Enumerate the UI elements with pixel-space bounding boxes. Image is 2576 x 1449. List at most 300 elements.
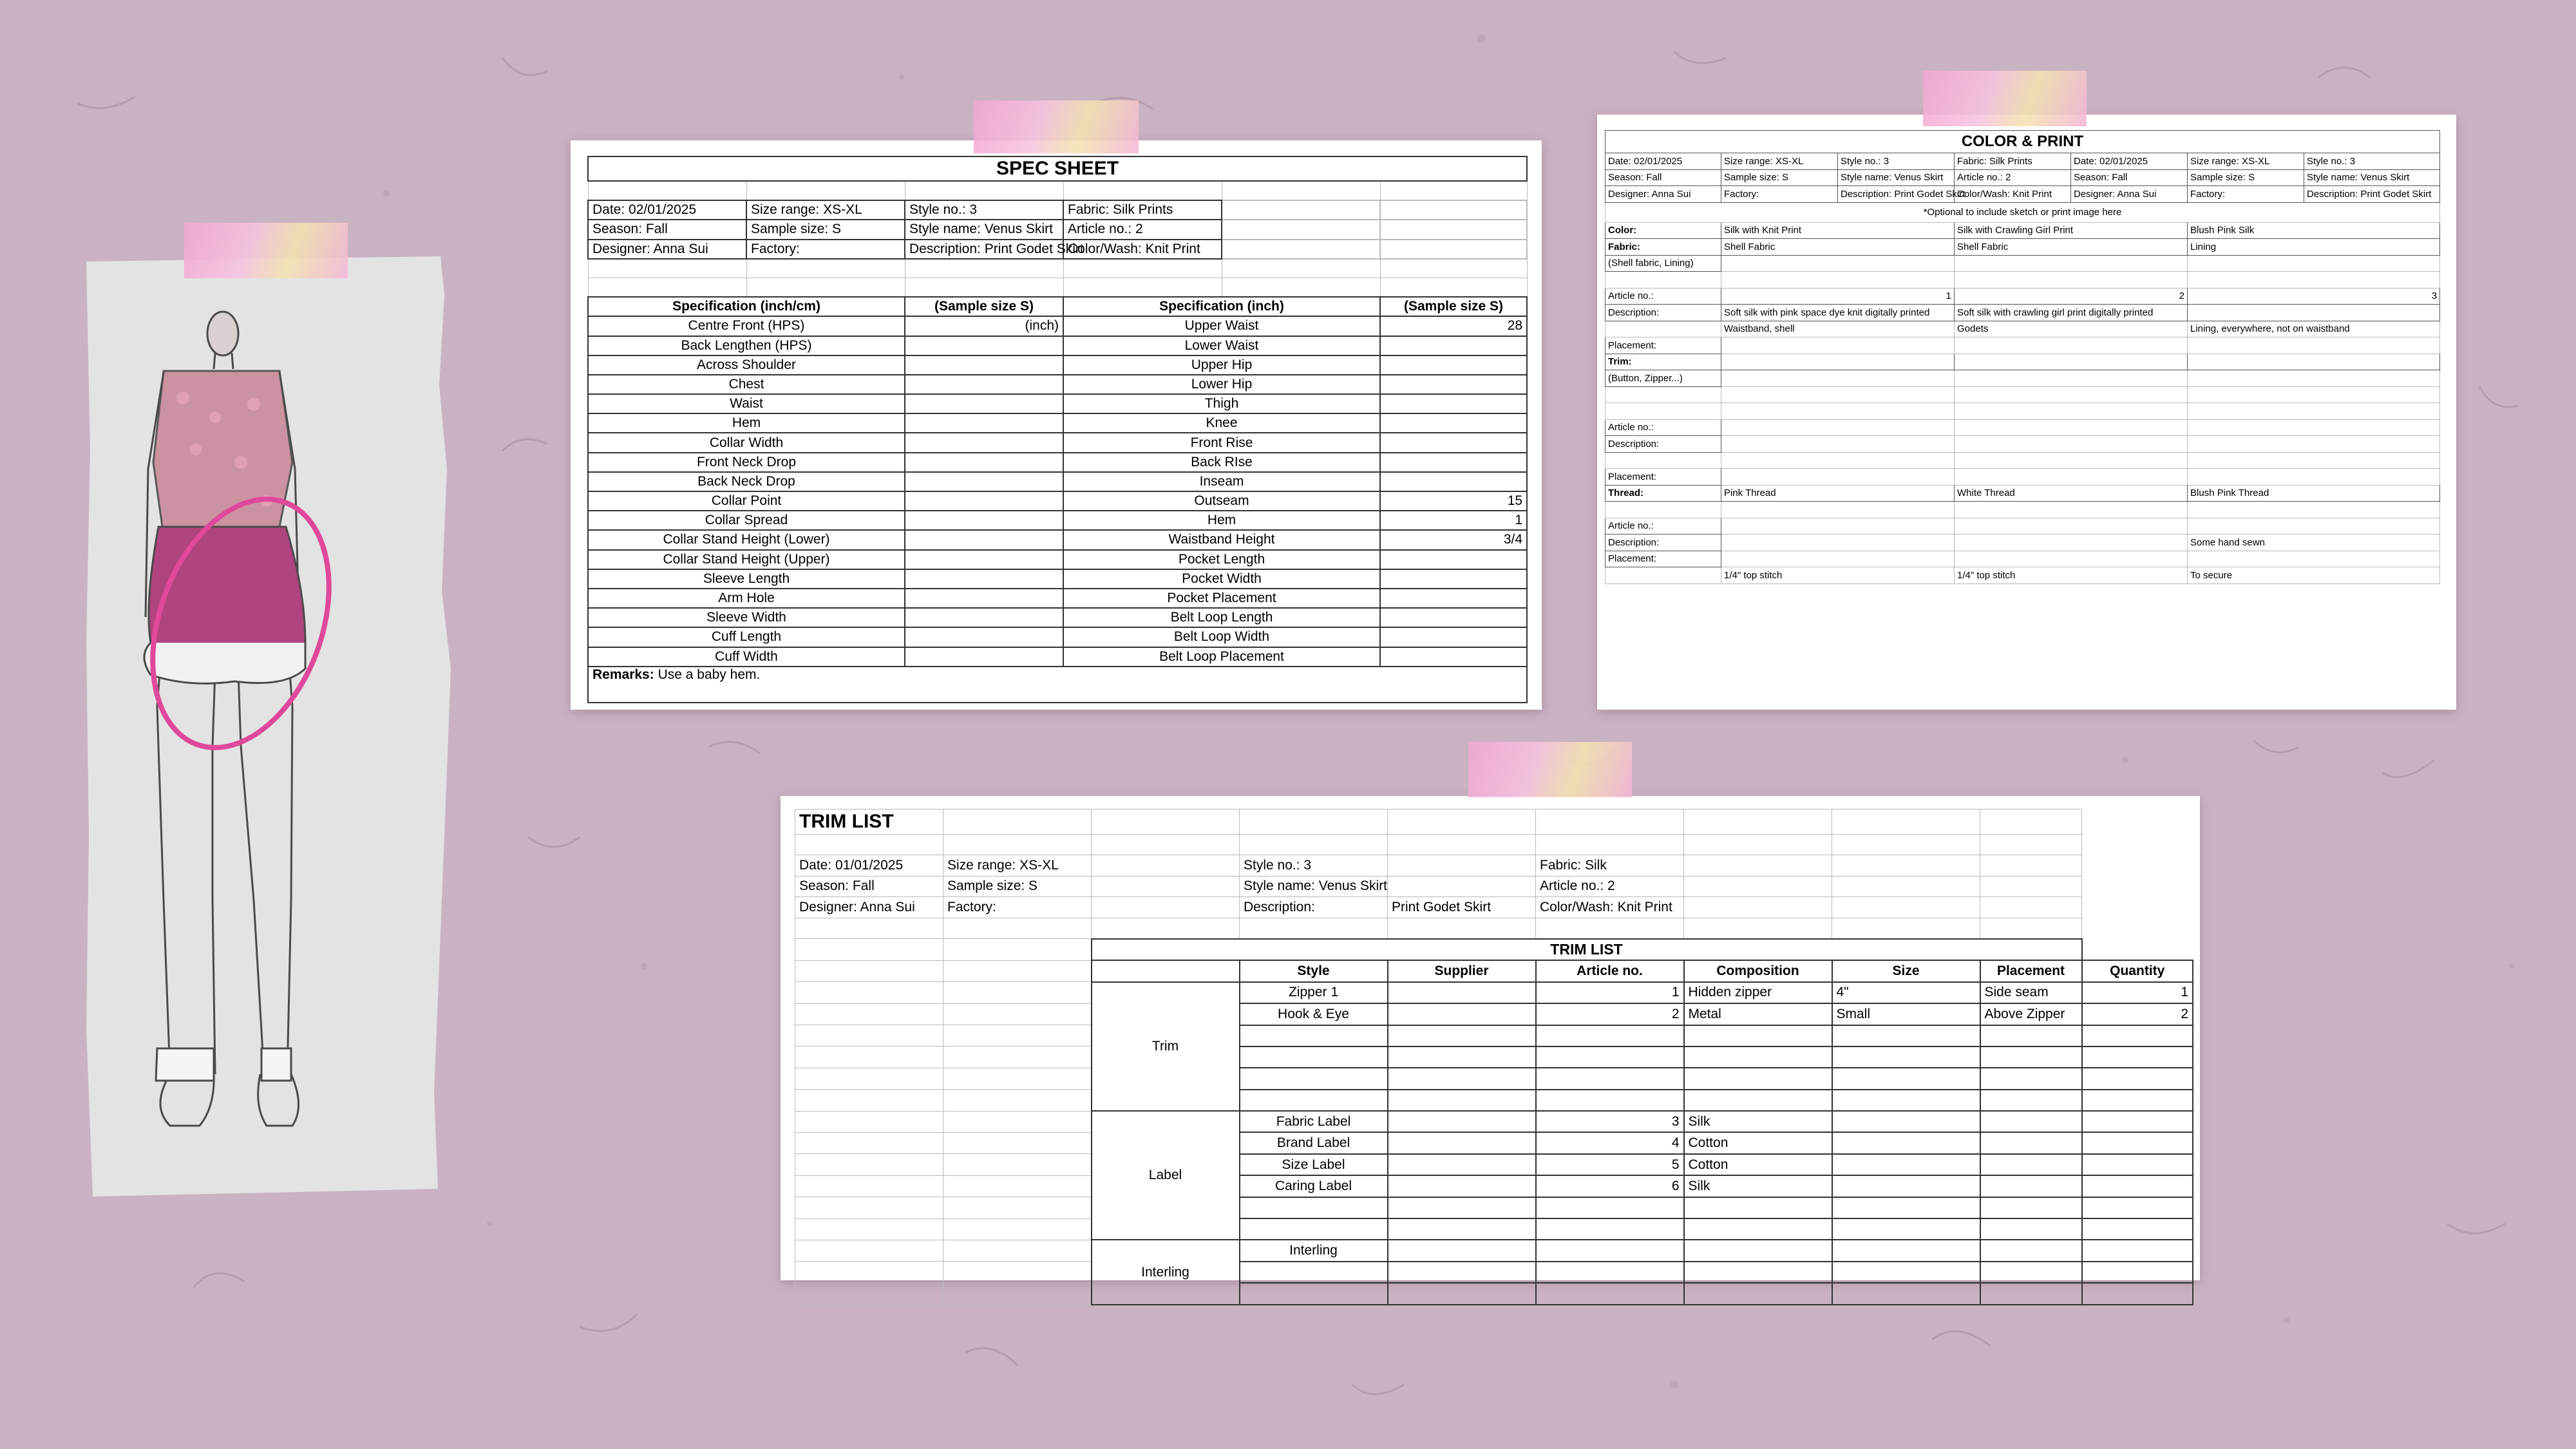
spec-cell-name[interactable]: Collar Width bbox=[588, 433, 905, 452]
color-cell[interactable]: 1/4" top stitch bbox=[1955, 567, 2188, 584]
trim-margin-cell bbox=[943, 1283, 1092, 1304]
color-cell[interactable] bbox=[2188, 469, 2440, 486]
trim-cell[interactable] bbox=[1980, 1046, 2082, 1068]
trim-cell[interactable] bbox=[1684, 1068, 1832, 1089]
trim-group-label: Interling bbox=[1092, 1240, 1240, 1304]
spec-cell-name[interactable]: Inseam bbox=[1063, 472, 1380, 491]
spec-cell-name[interactable]: Collar Point bbox=[588, 491, 905, 511]
trim-cell[interactable]: Above Zipper bbox=[1980, 1003, 2082, 1025]
spec-cell-value[interactable] bbox=[905, 433, 1063, 452]
trim-cell[interactable] bbox=[1388, 1111, 1536, 1132]
color-cell[interactable] bbox=[1721, 419, 1955, 436]
spec-cell-name[interactable]: Belt Loop Placement bbox=[1063, 647, 1380, 667]
color-cell[interactable] bbox=[1955, 551, 2188, 567]
trim-cell[interactable]: Side seam bbox=[1980, 982, 2082, 1003]
trim-cell[interactable] bbox=[1388, 1046, 1536, 1068]
trim-cell[interactable] bbox=[1536, 1068, 1684, 1089]
trim-list-sheet bbox=[781, 796, 2200, 1280]
color-cell[interactable] bbox=[1955, 452, 2188, 469]
trim-cell[interactable] bbox=[2082, 1068, 2193, 1089]
trim-cell[interactable]: Cotton bbox=[1684, 1132, 1832, 1153]
trim-cell[interactable]: Fabric Label bbox=[1240, 1111, 1388, 1132]
trim-cell[interactable] bbox=[2082, 1111, 2193, 1132]
color-cell[interactable] bbox=[1721, 386, 1955, 403]
trim-margin-cell bbox=[943, 1025, 1092, 1046]
trim-margin-cell bbox=[943, 1046, 1092, 1068]
trim-cell[interactable] bbox=[1388, 1283, 1536, 1304]
color-cell[interactable]: Lining, everywhere, not on waistband bbox=[2188, 321, 2440, 337]
trim-cell[interactable] bbox=[1832, 1025, 1980, 1046]
spec-cell-value[interactable]: 15 bbox=[1380, 491, 1527, 511]
spec-cell-value[interactable] bbox=[1380, 433, 1527, 452]
trim-cell[interactable] bbox=[1684, 1025, 1832, 1046]
color-row bbox=[1605, 551, 2440, 567]
spec-cell-value[interactable] bbox=[1380, 472, 1527, 491]
spec-cell-value[interactable] bbox=[1380, 336, 1527, 355]
color-cell[interactable] bbox=[2188, 436, 2440, 453]
color-cell[interactable]: Shell Fabric bbox=[1955, 239, 2188, 256]
color-cell[interactable] bbox=[1721, 337, 1955, 354]
spec-size-range: Size range: XS-XL bbox=[746, 200, 905, 220]
spec-cell-name[interactable]: Hem bbox=[588, 413, 905, 433]
trim-cell[interactable] bbox=[1684, 1262, 1832, 1283]
spec-cell-name[interactable]: Belt Loop Length bbox=[1063, 608, 1380, 627]
trim-cell[interactable] bbox=[1536, 1283, 1684, 1304]
color-cell[interactable] bbox=[2188, 354, 2440, 370]
spec-cell-value[interactable] bbox=[905, 355, 1063, 375]
trim-cell[interactable] bbox=[1980, 1154, 2082, 1175]
color-cell[interactable] bbox=[2188, 337, 2440, 354]
color-cell[interactable]: Lining bbox=[2188, 239, 2440, 256]
trim-cell[interactable]: 5 bbox=[1536, 1154, 1684, 1175]
color-cell[interactable] bbox=[1721, 469, 1955, 486]
spec-cell-name[interactable]: Pocket Placement bbox=[1063, 589, 1380, 608]
color-cell[interactable] bbox=[1955, 502, 2188, 518]
spec-cell-value[interactable] bbox=[905, 530, 1063, 549]
spec-cell-value[interactable] bbox=[905, 394, 1063, 413]
trim-cell[interactable] bbox=[2082, 1132, 2193, 1153]
color-cell[interactable] bbox=[1721, 535, 1955, 551]
trim-cell[interactable]: Brand Label bbox=[1240, 1132, 1388, 1153]
trim-designer: Designer: Anna Sui bbox=[795, 897, 943, 918]
trim-row bbox=[795, 982, 2193, 1003]
trim-cell[interactable]: 2 bbox=[1536, 1003, 1684, 1025]
trim-cell[interactable]: Interling bbox=[1240, 1240, 1388, 1261]
spec-row bbox=[588, 316, 1527, 336]
spec-cell-name[interactable]: Pocket Length bbox=[1063, 550, 1380, 569]
color-cell[interactable] bbox=[1955, 255, 2188, 272]
color-cell[interactable] bbox=[1721, 370, 1955, 387]
trim-cell[interactable]: 3 bbox=[1536, 1111, 1684, 1132]
color-cell[interactable] bbox=[2188, 255, 2440, 272]
spec-cell-value[interactable] bbox=[905, 472, 1063, 491]
color-cell[interactable] bbox=[2188, 305, 2440, 321]
trim-cell[interactable] bbox=[1240, 1046, 1388, 1068]
trim-cell[interactable] bbox=[1240, 1025, 1388, 1046]
color-info-cell: Sample size: S bbox=[1721, 169, 1838, 186]
spec-cell-value[interactable] bbox=[1380, 569, 1527, 589]
trim-cell[interactable] bbox=[2082, 1046, 2193, 1068]
trim-cell[interactable] bbox=[2082, 1262, 2193, 1283]
color-cell[interactable] bbox=[1955, 337, 2188, 354]
spec-cell-name[interactable]: Waist bbox=[588, 394, 905, 413]
trim-cell[interactable] bbox=[1832, 1218, 1980, 1240]
spec-cell-value[interactable] bbox=[905, 589, 1063, 608]
color-cell[interactable] bbox=[1721, 354, 1955, 370]
spec-cell-value[interactable] bbox=[1380, 394, 1527, 413]
spec-cell-name[interactable]: Collar Stand Height (Lower) bbox=[588, 530, 905, 549]
trim-cell[interactable] bbox=[1684, 1090, 1832, 1111]
spec-cell-name[interactable]: Cuff Length bbox=[588, 627, 905, 647]
spec-row bbox=[588, 530, 1527, 549]
spec-cell-value[interactable] bbox=[905, 627, 1063, 647]
spec-cell-value[interactable] bbox=[1380, 608, 1527, 627]
trim-cell[interactable] bbox=[1832, 1262, 1980, 1283]
trim-cell[interactable] bbox=[1536, 1025, 1684, 1046]
color-row bbox=[1605, 469, 2440, 486]
color-cell[interactable] bbox=[1955, 419, 2188, 436]
color-row-label: Description: bbox=[1605, 436, 1721, 453]
trim-cell[interactable] bbox=[1388, 1218, 1536, 1240]
spec-cell-name[interactable]: Chest bbox=[588, 375, 905, 394]
trim-cell[interactable] bbox=[1832, 1090, 1980, 1111]
trim-cell[interactable] bbox=[2082, 1090, 2193, 1111]
trim-cell[interactable] bbox=[1388, 1175, 1536, 1197]
spec-cell-value[interactable]: 1 bbox=[1380, 511, 1527, 530]
trim-cell[interactable]: Size Label bbox=[1240, 1154, 1388, 1175]
color-cell[interactable] bbox=[1955, 386, 2188, 403]
trim-cell[interactable] bbox=[1832, 1132, 1980, 1153]
color-cell[interactable]: Blush Pink Silk bbox=[2188, 222, 2440, 239]
spec-cell-value[interactable] bbox=[905, 375, 1063, 394]
color-row bbox=[1605, 518, 2440, 535]
trim-cell[interactable]: 1 bbox=[2082, 982, 2193, 1003]
color-cell[interactable] bbox=[1721, 518, 1955, 535]
trim-cell[interactable]: 1 bbox=[1536, 982, 1684, 1003]
trim-margin-cell bbox=[943, 1240, 1092, 1261]
trim-cell[interactable] bbox=[1980, 1283, 2082, 1304]
trim-cell[interactable] bbox=[1388, 1068, 1536, 1089]
trim-cell[interactable]: 4 bbox=[1536, 1132, 1684, 1153]
color-cell[interactable] bbox=[1721, 551, 1955, 567]
spec-cell-value[interactable] bbox=[1380, 647, 1527, 667]
trim-cell[interactable] bbox=[1832, 1283, 1980, 1304]
color-cell[interactable]: Soft silk with crawling girl print digitally printed bbox=[1955, 305, 2188, 321]
spec-cell-name[interactable]: Waistband Height bbox=[1063, 530, 1380, 549]
color-cell[interactable] bbox=[2188, 452, 2440, 469]
trim-cell[interactable] bbox=[1832, 1175, 1980, 1197]
color-cell[interactable]: 1/4" top stitch bbox=[1721, 567, 1955, 584]
spec-cell-value[interactable] bbox=[905, 336, 1063, 355]
color-cell[interactable]: Blush Pink Thread bbox=[2188, 485, 2440, 502]
color-row bbox=[1605, 452, 2440, 469]
spec-cell-value[interactable] bbox=[1380, 375, 1527, 394]
tape-strip bbox=[974, 100, 1139, 153]
spec-cell-name[interactable]: Arm Hole bbox=[588, 589, 905, 608]
spec-cell-value[interactable] bbox=[905, 413, 1063, 433]
spec-cell-value[interactable] bbox=[1380, 627, 1527, 647]
spec-cell-name[interactable]: Sleeve Length bbox=[588, 569, 905, 589]
trim-cell[interactable]: Silk bbox=[1684, 1175, 1832, 1197]
trim-cell[interactable] bbox=[2082, 1240, 2193, 1261]
trim-cell[interactable] bbox=[1980, 1068, 2082, 1089]
color-cell[interactable] bbox=[1955, 354, 2188, 370]
spec-designer: Designer: Anna Sui bbox=[588, 240, 746, 259]
trim-cell[interactable]: Silk bbox=[1684, 1111, 1832, 1132]
color-cell[interactable]: 3 bbox=[2188, 288, 2440, 305]
trim-cell[interactable] bbox=[1388, 1003, 1536, 1025]
trim-margin-cell bbox=[795, 1025, 943, 1046]
spec-cell-name[interactable]: Belt Loop Width bbox=[1063, 627, 1380, 647]
spec-cell-value[interactable] bbox=[905, 491, 1063, 511]
color-cell[interactable] bbox=[1721, 502, 1955, 518]
color-cell[interactable]: Pink Thread bbox=[1721, 485, 1955, 502]
color-row-label: Thread: bbox=[1605, 485, 1721, 502]
spec-cell-name[interactable]: Front Rise bbox=[1063, 433, 1380, 452]
spec-cell-name[interactable]: Upper Hip bbox=[1063, 355, 1380, 375]
trim-cell[interactable] bbox=[1980, 1218, 2082, 1240]
color-cell[interactable] bbox=[1955, 518, 2188, 535]
trim-cell[interactable] bbox=[1240, 1262, 1388, 1283]
spec-cell-name[interactable]: Sleeve Width bbox=[588, 608, 905, 627]
trim-cell[interactable] bbox=[2082, 1218, 2193, 1240]
spec-cell-value[interactable] bbox=[1380, 589, 1527, 608]
trim-cell[interactable] bbox=[1684, 1046, 1832, 1068]
color-cell[interactable]: Soft silk with pink space dye knit digitally printed bbox=[1721, 305, 1955, 321]
trim-cell[interactable] bbox=[1388, 1025, 1536, 1046]
trim-cell[interactable] bbox=[1240, 1197, 1388, 1218]
trim-row bbox=[795, 1218, 2193, 1240]
trim-cell[interactable] bbox=[1684, 1283, 1832, 1304]
spec-cell-name[interactable]: Collar Spread bbox=[588, 511, 905, 530]
trim-cell[interactable] bbox=[1980, 1240, 2082, 1261]
spec-cell-name[interactable]: Back Neck Drop bbox=[588, 472, 905, 491]
trim-cell[interactable]: Small bbox=[1832, 1003, 1980, 1025]
color-row-label bbox=[1605, 321, 1721, 337]
spec-cell-value[interactable]: (inch) bbox=[905, 316, 1063, 336]
spec-cell-name[interactable]: Knee bbox=[1063, 413, 1380, 433]
color-cell[interactable] bbox=[2188, 272, 2440, 289]
spec-cell-value[interactable] bbox=[905, 647, 1063, 667]
color-cell[interactable]: Some hand sewn bbox=[2188, 535, 2440, 551]
color-cell[interactable]: Godets bbox=[1955, 321, 2188, 337]
spec-cell-value[interactable] bbox=[905, 453, 1063, 472]
trim-cell[interactable] bbox=[1832, 1197, 1980, 1218]
trim-cell[interactable]: Metal bbox=[1684, 1003, 1832, 1025]
trim-cell[interactable] bbox=[1832, 1068, 1980, 1089]
color-cell[interactable]: Silk with Knit Print bbox=[1721, 222, 1955, 239]
trim-header: Style bbox=[1240, 960, 1388, 981]
trim-cell[interactable]: 4" bbox=[1832, 982, 1980, 1003]
color-cell[interactable]: Shell Fabric bbox=[1721, 239, 1955, 256]
trim-cell[interactable] bbox=[1240, 1218, 1388, 1240]
trim-cell[interactable] bbox=[1684, 1197, 1832, 1218]
color-cell[interactable]: White Thread bbox=[1955, 485, 2188, 502]
spec-cell-name[interactable]: Collar Stand Height (Upper) bbox=[588, 550, 905, 569]
color-info-cell: Style no.: 3 bbox=[1838, 153, 1955, 170]
color-row bbox=[1605, 386, 2440, 403]
trim-cell[interactable] bbox=[1832, 1111, 1980, 1132]
spec-cell-value[interactable] bbox=[905, 569, 1063, 589]
trim-margin-cell bbox=[795, 1154, 943, 1175]
color-cell[interactable] bbox=[1721, 452, 1955, 469]
spec-cell-value[interactable]: 28 bbox=[1380, 316, 1527, 336]
color-row bbox=[1605, 255, 2440, 272]
trim-cell[interactable] bbox=[1388, 1262, 1536, 1283]
color-cell[interactable]: 2 bbox=[1955, 288, 2188, 305]
color-cell[interactable] bbox=[1955, 436, 2188, 453]
spec-cell-name[interactable]: Back RIse bbox=[1063, 453, 1380, 472]
color-info-cell: Description: Print Godet Skirt bbox=[2304, 186, 2440, 203]
trim-cell[interactable] bbox=[1536, 1240, 1684, 1261]
spec-cell-value[interactable]: 3/4 bbox=[1380, 530, 1527, 549]
trim-cell[interactable] bbox=[1388, 1240, 1536, 1261]
trim-cell[interactable] bbox=[1980, 1132, 2082, 1153]
color-cell[interactable] bbox=[1955, 403, 2188, 420]
trim-article-no: Article no.: 2 bbox=[1536, 876, 1684, 896]
trim-margin-cell bbox=[943, 1111, 1092, 1132]
remarks-label: Remarks: bbox=[592, 667, 654, 682]
color-row bbox=[1605, 354, 2440, 370]
trim-cell[interactable] bbox=[1388, 1090, 1536, 1111]
spec-color-wash: Color/Wash: Knit Print bbox=[1063, 240, 1222, 259]
color-cell[interactable]: 1 bbox=[1721, 288, 1955, 305]
trim-cell[interactable] bbox=[1536, 1262, 1684, 1283]
spec-cell-name[interactable]: Across Shoulder bbox=[588, 355, 905, 375]
trim-margin-cell bbox=[943, 1175, 1092, 1197]
spec-row bbox=[588, 394, 1527, 413]
spec-cell-value[interactable] bbox=[1380, 453, 1527, 472]
trim-header: Size bbox=[1832, 960, 1980, 981]
trim-cell[interactable] bbox=[1832, 1154, 1980, 1175]
color-cell[interactable] bbox=[1721, 255, 1955, 272]
color-row bbox=[1605, 305, 2440, 321]
color-info-cell: Date: 02/01/2025 bbox=[2071, 153, 2188, 170]
color-cell[interactable] bbox=[1955, 469, 2188, 486]
color-row bbox=[1605, 567, 2440, 584]
trim-cell[interactable] bbox=[1980, 1111, 2082, 1132]
color-cell[interactable] bbox=[2188, 502, 2440, 518]
trim-margin-cell bbox=[795, 1090, 943, 1111]
spec-cell-name[interactable]: Outseam bbox=[1063, 491, 1380, 511]
spec-cell-value[interactable] bbox=[905, 511, 1063, 530]
trim-cell[interactable]: Zipper 1 bbox=[1240, 982, 1388, 1003]
spec-style-name: Style name: Venus Skirt bbox=[905, 220, 1063, 239]
trim-cell[interactable] bbox=[1240, 1068, 1388, 1089]
trim-margin-cell bbox=[795, 1218, 943, 1240]
spec-cell-name[interactable]: Centre Front (HPS) bbox=[588, 316, 905, 336]
trim-cell[interactable] bbox=[1980, 1025, 2082, 1046]
trim-cell[interactable]: 2 bbox=[2082, 1003, 2193, 1025]
color-cell[interactable] bbox=[2188, 386, 2440, 403]
trim-cell[interactable] bbox=[1536, 1090, 1684, 1111]
trim-cell[interactable] bbox=[1388, 1154, 1536, 1175]
color-info-cell: Size range: XS-XL bbox=[1721, 153, 1838, 170]
trim-cell[interactable] bbox=[2082, 1025, 2193, 1046]
trim-cell[interactable] bbox=[1388, 982, 1536, 1003]
spec-cell-name[interactable]: Thigh bbox=[1063, 394, 1380, 413]
trim-row bbox=[795, 1090, 2193, 1111]
color-cell[interactable] bbox=[1721, 272, 1955, 289]
spec-cell-value[interactable] bbox=[905, 608, 1063, 627]
color-cell[interactable] bbox=[2188, 370, 2440, 387]
trim-cell[interactable]: Cotton bbox=[1684, 1154, 1832, 1175]
trim-cell[interactable] bbox=[1536, 1046, 1684, 1068]
spec-cell-value[interactable] bbox=[1380, 413, 1527, 433]
trim-cell[interactable] bbox=[1980, 1175, 2082, 1197]
color-cell[interactable] bbox=[1955, 535, 2188, 551]
trim-cell[interactable]: Caring Label bbox=[1240, 1175, 1388, 1197]
trim-color-wash: Color/Wash: Knit Print bbox=[1536, 897, 1684, 918]
spec-cell-value[interactable] bbox=[1380, 355, 1527, 375]
trim-margin-cell bbox=[795, 1283, 943, 1304]
spec-cell-name[interactable]: Front Neck Drop bbox=[588, 453, 905, 472]
spec-cell-value[interactable] bbox=[905, 550, 1063, 569]
trim-cell[interactable] bbox=[1240, 1283, 1388, 1304]
spec-cell-name[interactable]: Upper Waist bbox=[1063, 316, 1380, 336]
spec-cell-value[interactable] bbox=[1380, 550, 1527, 569]
color-info-cell: Season: Fall bbox=[2071, 169, 2188, 186]
trim-row bbox=[795, 1262, 2193, 1283]
trim-cell[interactable] bbox=[1536, 1197, 1684, 1218]
trim-cell[interactable] bbox=[1536, 1218, 1684, 1240]
trim-cell[interactable] bbox=[1980, 1262, 2082, 1283]
trim-cell[interactable] bbox=[1388, 1132, 1536, 1153]
trim-cell[interactable] bbox=[1832, 1046, 1980, 1068]
color-cell[interactable] bbox=[2188, 518, 2440, 535]
trim-row bbox=[795, 1154, 2193, 1175]
trim-cell[interactable] bbox=[1388, 1197, 1536, 1218]
trim-cell[interactable]: 6 bbox=[1536, 1175, 1684, 1197]
color-cell[interactable] bbox=[2188, 403, 2440, 420]
remarks-text: Use a baby hem. bbox=[654, 667, 761, 682]
spec-cell-name[interactable]: Lower Waist bbox=[1063, 336, 1380, 355]
color-cell[interactable]: Waistband, shell bbox=[1721, 321, 1955, 337]
spec-row bbox=[588, 511, 1527, 530]
color-info-row bbox=[1605, 186, 2440, 203]
trim-cell[interactable] bbox=[1832, 1240, 1980, 1261]
color-info-cell: Designer: Anna Sui bbox=[1605, 186, 1721, 203]
color-cell[interactable] bbox=[2188, 419, 2440, 436]
spec-cell-name[interactable]: Lower Hip bbox=[1063, 375, 1380, 394]
trim-cell[interactable]: Hidden zipper bbox=[1684, 982, 1832, 1003]
trim-cell[interactable] bbox=[2082, 1197, 2193, 1218]
color-cell[interactable] bbox=[1955, 272, 2188, 289]
color-cell[interactable] bbox=[2188, 551, 2440, 567]
trim-cell[interactable] bbox=[2082, 1283, 2193, 1304]
trim-cell[interactable] bbox=[1980, 1197, 2082, 1218]
trim-cell[interactable] bbox=[2082, 1154, 2193, 1175]
trim-group-label: Trim bbox=[1092, 982, 1240, 1111]
trim-row bbox=[795, 1132, 2193, 1153]
trim-cell[interactable] bbox=[1684, 1218, 1832, 1240]
spec-fabric: Fabric: Silk Prints bbox=[1063, 200, 1222, 220]
color-cell[interactable] bbox=[1721, 403, 1955, 420]
spec-cell-name[interactable]: Back Lengthen (HPS) bbox=[588, 336, 905, 355]
trim-cell[interactable] bbox=[2082, 1175, 2193, 1197]
spec-cell-name[interactable]: Cuff Width bbox=[588, 647, 905, 667]
trim-cell[interactable] bbox=[1980, 1090, 2082, 1111]
color-cell[interactable]: To secure bbox=[2188, 567, 2440, 584]
spec-cell-name[interactable]: Pocket Width bbox=[1063, 569, 1380, 589]
color-cell[interactable]: Silk with Crawling Girl Print bbox=[1955, 222, 2188, 239]
color-cell[interactable] bbox=[1721, 436, 1955, 453]
trim-cell[interactable] bbox=[1240, 1090, 1388, 1111]
color-cell[interactable] bbox=[1955, 370, 2188, 387]
spec-cell-name[interactable]: Hem bbox=[1063, 511, 1380, 530]
trim-cell[interactable]: Hook & Eye bbox=[1240, 1003, 1388, 1025]
trim-cell[interactable] bbox=[1684, 1240, 1832, 1261]
